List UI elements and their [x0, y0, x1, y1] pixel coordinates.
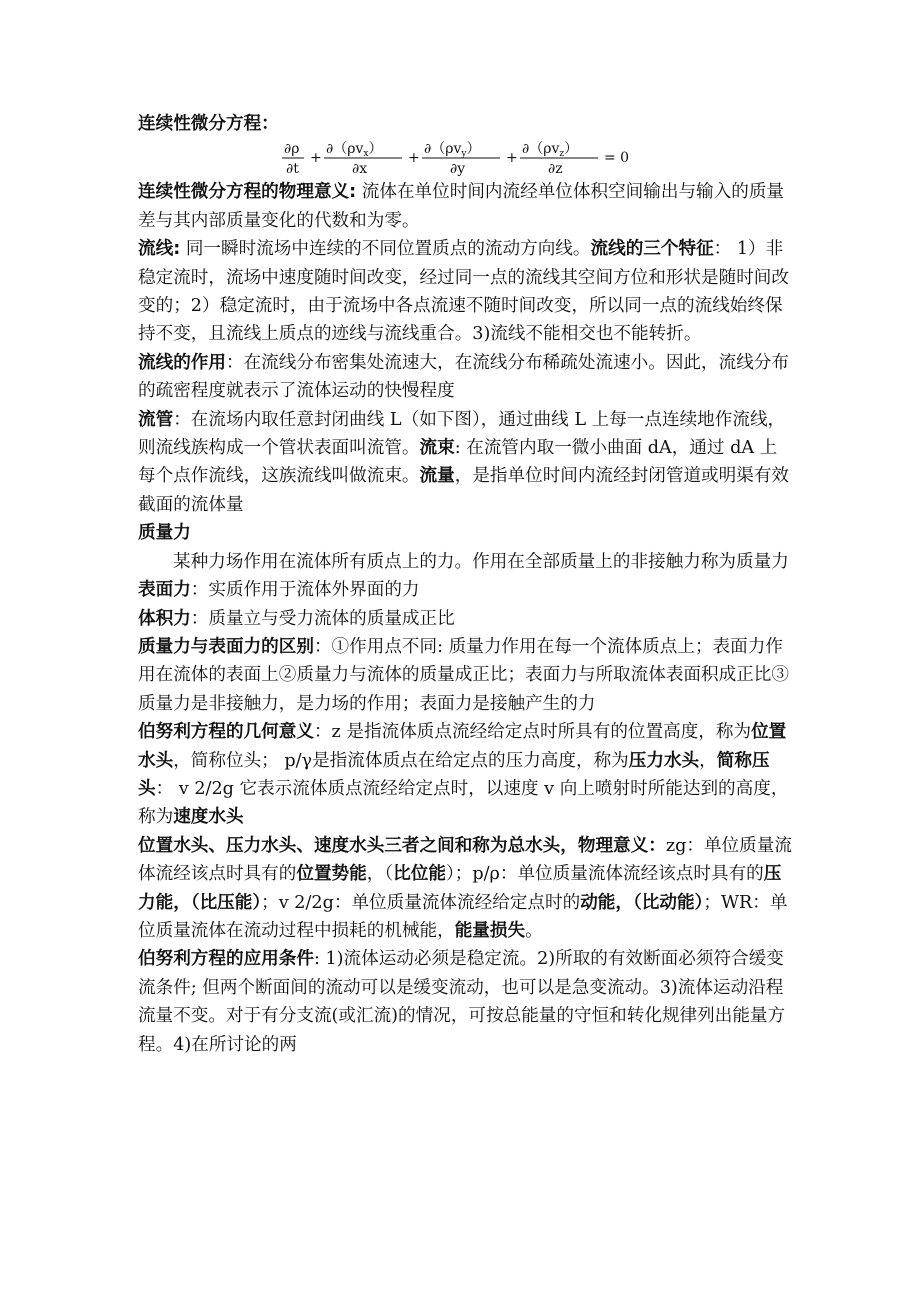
eq-term1-den: ∂t — [286, 161, 299, 178]
paragraph-force-difference: 质量力与表面力的区别：①作用点不同: 质量力作用在每一个流体质点上；表面力作用在流体的表面上②质量力与流体的质量成正比；表面力与所取流体表面积成正比③质量力是非接触力，是力场的作用；表面力是接触产生的力 — [138, 636, 789, 714]
document-page — [138, 110, 793, 1059]
eq-term4-den: ∂z — [548, 161, 563, 178]
paragraph-total-head: 位置水头、压力水头、速度水头三者之间和称为总水头，物理意义：zg：单位质量流体流经该点时具有的位置势能，（比位能）；p/ρ：单位质量流体流经该点时具有的压力能，（比压能）；v 2/2g：单位质量流体流经给定点时的动能，（比动能）；WR：单位质量流体在流动过程中损耗的机械能，能量损失。 — [138, 835, 792, 941]
eq-term3-den: ∂y — [450, 161, 466, 178]
paragraph-surface-force: 表面力：实质作用于流体外界面的力 — [138, 580, 420, 601]
paragraph-continuity-meaning: 连续性微分方程的物理意义: 流体在单位时间内流经单位体积空间输出与输入的质量差与其内部质量变化的代数和为零。 — [138, 182, 785, 231]
paragraph-mass-force: 某种力场作用在流体所有质点上的力。作用在全部质量上的非接触力称为质量力 — [173, 551, 789, 572]
heading-mass-force: 质量力 — [138, 523, 191, 544]
continuity-equation — [138, 138, 793, 178]
eq-plus-3: + — [506, 150, 518, 167]
paragraph-stream-tube: 流管：在流场内取任意封闭曲线 L（如下图），通过曲线 L 上每一点连续地作流线，则流线族构成一个管状表面叫流管。流束: 在流管内取一微小曲面 dA，通过 dA 上每个点作流线，这族流线叫做流束。流量，是指单位时间内流经封闭管道或明渠有效截面的流体量 — [138, 409, 790, 515]
section-title-continuity: 连续性微分方程： — [138, 114, 279, 134]
eq-term4-num: $\partial(\rho v_z)$ — [522, 141, 579, 160]
paragraph-volume-force: 体积力：质量立与受力流体的质量成正比 — [138, 608, 455, 629]
paragraph-streamline: 流线: 同一瞬时流场中连续的不同位置质点的流动方向线。流线的三个特征： 1）非稳定流时，流场中速度随时间改变，经过同一点的流线其空间方位和形状是随时间改变的；2）稳定流时，由于流场中各点流速不随时间改变，所以同一点的流线始终保持不变，且流线上质点的迹线与流线重合。3)流线不能相交也不能转折。 — [138, 239, 789, 345]
eq-term2-den: ∂x — [352, 161, 368, 178]
paragraph-bernoulli-conditions: 伯努利方程的应用条件: 1)流体运动必须是稳定流。2)所取的有效断面必须符合缓变流条件; 但两个断面间的流动可以是缓变流动，也可以是急变流动。3)流体运动沿程流量不变。对于有分支流(或汇流)的情况，可按总能量的守恒和转化规律列出能量方程。4)在所讨论的两 — [138, 949, 786, 1055]
eq-term3-num: $\partial(\rho v_y)$ — [424, 141, 481, 160]
eq-plus-1: + — [310, 150, 322, 167]
continuity-equation-graphic — [278, 138, 658, 178]
eq-term1-num: ∂ρ — [284, 141, 300, 158]
paragraph-bernoulli-geometry: 伯努利方程的几何意义：z 是指流体质点流经给定点时所具有的位置高度，称为位置水头，简称位头； p/γ是指流体质点在给定点的压力高度，称为压力水头，简称压头： v 2/2g 它表示流体质点流经给定点时，以速度 v 向上喷射时所能达到的高度，称为速度水头 — [138, 722, 789, 828]
eq-plus-2: + — [408, 150, 420, 167]
paragraph-streamline-function: 流线的作用：在流线分布密集处流速大，在流线分布稀疏处流速小。因此，流线分布的疏密程度就表示了流体运动的快慢程度 — [138, 352, 789, 402]
eq-equals-zero: = 0 — [604, 150, 630, 167]
eq-term2-num: $\partial(\rho v_x)$ — [326, 141, 383, 160]
